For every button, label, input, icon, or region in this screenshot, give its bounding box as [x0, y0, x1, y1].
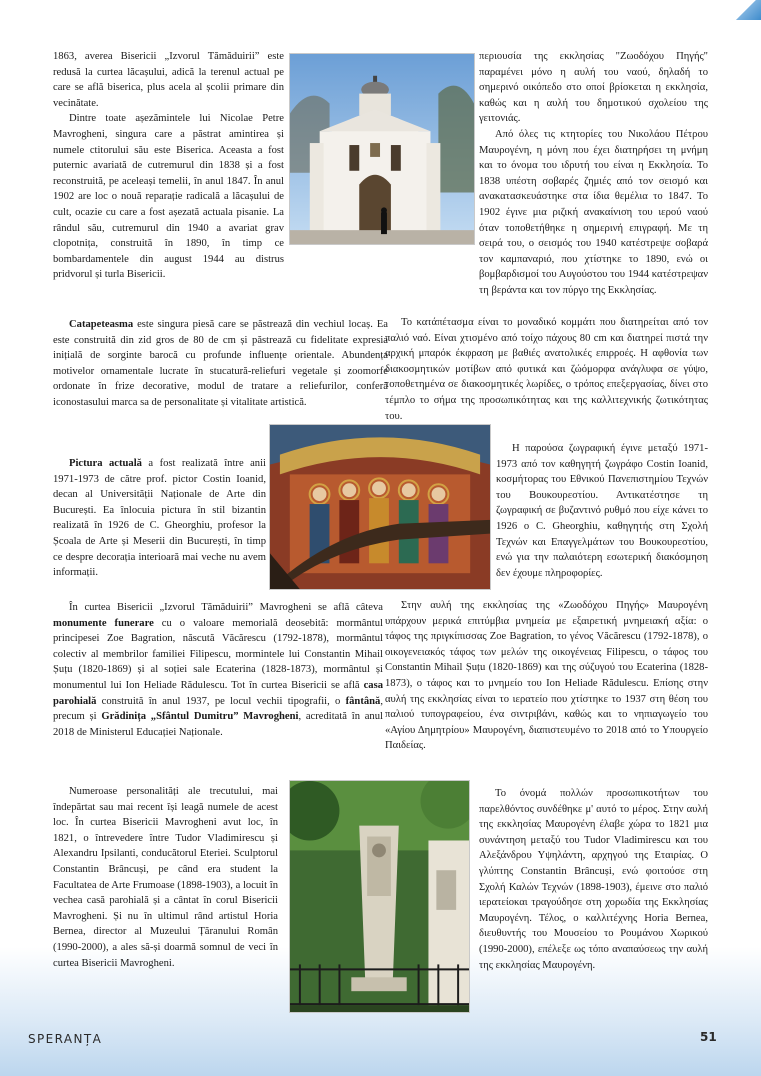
church-exterior-photo: [289, 53, 475, 245]
fresco-painting-photo: [269, 424, 491, 590]
left-paragraph-6: [53, 784, 278, 971]
gradinita-bold: Grădinița „Sfântul Dumitru” Mavrogheni: [101, 711, 299, 723]
right-paragraph-3: [385, 315, 708, 424]
right-paragraph-4: [496, 441, 708, 581]
left-paragraph-5-a: În curtea Bisericii „Izvorul Tămăduirii” Mavrogheni se află câteva: [69, 602, 383, 613]
right-paragraph-6-text: Το όνομά πολλών προσωπικοτήτων του παρελθόντος συνδέθηκε μ' αυτό το μέρος. Στην αυλή της εκκλησίας Μαυρογένη έλαβε χώρα το 1821 μια συνάντηση μεταξύ του Tudor Vladimirescu και του Αλεξάνδρου Υψηλάντη, αρχηγού της Εταιρίας. Ο γλύπτης Constantin Brâncuși, ενώ φοιτούσε στη Σχολή Καλών Τεχνών (1898-1903), έμεινε στο παλιό ιερατείοκαι τραγούδησε στη χορωδία της Εκκλησίας Μαυρογένη. Τέλος, ο καλλιτέχνης Horia Bernea, διευθυντής του Μουσείου το Ρουμάνου Χωρικού (1990-2000), επέλεξε ως τόπο αναπαύσεως την αυλή της εκκλησίας Μαυρογένη.: [479, 788, 708, 971]
page-number: 51: [700, 1030, 717, 1044]
left-paragraph-5-b: cu o valoare memorială deosebită: mormântul principesei Zoe Bagration, născută Văcărescu (1792-1878), mormântul colectiv al membrilor familiei Filipescu, mormintele lui Constantin Mihail Șuțu (1820-1869) și al soției sale Ecaterina (1828-1873), mormântul și monumentul lui Ion Heliade Rădulescu. Tot în curtea Bisericii se află: [53, 617, 383, 691]
left-paragraph-2: Dintre toate așezămintele lui Nicolae Petre Mavrogheni, singura care a păstrat amintirea și numele ctitorului său este Biserica. Aceasta a fost puternic avariată de cutremurul din 1838 și a fost reconstruită, pe aceleași temelii, în anul 1847. În anul 1902 are loc o nouă reparație radicală a lăcașului de cult, ocazie cu care a fost așezată actuala pisanie. La rândul său, cutremurul din 1940 a avariat grav clopotnița, construită în 1890, în timp ce bombardamentele din august 1944 au distrus pridvorul și turla Bisericii.: [53, 113, 284, 281]
casa-parohiala-bold: casa parohială: [53, 679, 383, 707]
left-paragraph-3: [53, 317, 388, 411]
right-paragraph-5-text: Στην αυλή της εκκλησίας της «Ζωοδόχου Πηγής» Μαυρογένη υπάρχουν μερικά επιτύμβια μνημεία με εξαιρετική μνημειακή αξία: ο τάφος της πριγκίπισσας Zoe Bagration, το γένος Văcărescu (1792-1878), ο οικογενειακός τάφος των μελών της οικογένειας Filipescu, ο τάφος του Constantin Mihail Șuțu (1820-1869) και της σύζυγού του Ecaterina (1828-1873), ο τάφος και το μνημείο του Ion Heliade Rădulescu. Επίσης στην αυλή της εκκλησίας είναι το ιερατείο που χτίστηκε το 1937 στη θέση του παλιού τυπογραφείου, ένα σιντριβάνι, καθώς και το νηπιαγωγείο του «Αγίου Δημητρίου» Μαυρογένη, διαπιστευμένο το 2018 από το Υπουργείο Παιδείας.: [385, 600, 708, 752]
catapeteasma-heading: Catapeteasma: [69, 319, 134, 330]
left-paragraph-6-text: Numeroase personalități ale trecutului, mai îndepărtat sau mai recent își leagă numele de acest loc. În curtea Bisericii Mavrogheni avut loc, în 1821, o întrevedere între Tudor Vladimirescu și Alexandru Ipsilanti, conducătorul Eteriei. Sculptorul Constantin Brâncuși, pe când era student la Facultatea de Arte Frumoase (1898-1903), a locuit în vechea casă parohială și a cântat în corul Bisericii Mavrogheni. Și nu în ultimul rând artistul Horia Bernea, director al Muzeului Țăranului Român (1990-2000), a ales să-și doarmă somnul de veci în curtea Bisericii Mavrogheni.: [53, 786, 278, 969]
fantana-bold: fântână: [345, 695, 381, 707]
right-paragraph-2-top: [479, 127, 708, 299]
right-paragraph-2-text: Από όλες τις κτητορίες του Νικολάου Πέτρου Μαυρογένη, η μόνη που έχει διατηρήσει τη μνήμη και το όνομα του ιδρυτή του είναι η Εκκλησία. Το 1838 υπέστη σοβαρές ζημιές από τον σεισμό και ανακατασκευάστηκε στα ίδια θεμέλια το 1847. Το 1902 έγινε μια ριζική ανακαίνιση του ιερού ναού όταν τοποθετήθηκε η σημερινή επιγραφή. Με τη σειρά του, ο σεισμός του 1940 κατέστρεψε σοβαρά τον καμπαναριό, που χτίστηκε το 1890, ενώ οι βομβαρδισμοί του Αυγούστου του 1944 κατέστρεψαν τη βεράντα και τον πύργο της Εκκλησίας.: [479, 129, 708, 296]
left-column-top: [53, 49, 284, 283]
funeral-monument-photo: [289, 780, 470, 1013]
left-paragraph-5-e: , acreditată în anul 2018 de Ministerul Educației Naționale.: [53, 711, 383, 738]
pictura-heading: Pictura actuală: [69, 458, 142, 469]
page-corner-decoration: [735, 0, 761, 20]
right-paragraph-1: [479, 49, 708, 127]
left-paragraph-3-text: este singura piesă care se păstrează din vechiul locaș. Ea este construită din zid gros de 80 de cm și păstrează cu fidelitate expresia inițială de sorginte barocă cu profunde influențe orientale. Abundența motivelor ornamentale lucrate în stucatură-reliefuri vegetale și zoomorfe ordonate în frize decorative, modul de tratare a reliefurilor, conferă iconostasului marca sa de personalitate și vitalitate artistică.: [53, 319, 388, 408]
left-paragraph-5-d: , precum și: [53, 695, 383, 723]
right-paragraph-4-text: Η παρούσα ζωγραφική έγινε μεταξύ 1971-1973 από τον καθηγητή ζωγράφο Costin Ioanid, κοσμήτορας του Εθνικού Πανεπιστημίου Τεχνών του Βουκουρεστίου. Αντικατέστησε τη ζωγραφική σε βυζαντινό ρυθμό που είχε κάνει το 1926 ο C. Gheorghiu, καθηγητής στη Σχολή Τεχνών και Επαγγελμάτων του Βουκουρεστίου, ενώ για την παλαιότερη εσωτερική διακόσμηση δεν έχουμε πληροφορίες.: [496, 443, 708, 579]
right-paragraph-6: [479, 786, 708, 973]
left-paragraph-5-c: construită în anul 1937, pe locul vechii tipografii, o: [96, 695, 346, 707]
right-paragraph-3-text: Το κατάπέτασμα είναι το μοναδικό κομμάτι που διατηρείται από τον παλιό ναό. Είναι χτισμένο από τοίχο πάχους 80 cm και διατηρεί πιστά την αρχική μπαρόκ έκφραση με βαθιές ανατολικές επιρροές. Η αφθονία των διακοσμητικών μοτίβων από φυτικά και ζώόμορφα ανάγλυφα σε γύψο, τοποθετημένα σε διακοσμητικές λωρίδες, ο τρόπος επεξεργασίας, δίνει στο τέμπλο το σήμα της προσωπικότητας και της καλλιτεχνικής ζωτικότητας του.: [385, 317, 708, 422]
right-paragraph-5: [385, 598, 708, 754]
right-paragraph-1-text: περιουσία της εκκλησίας "Ζωοδόχου Πηγής" παραμένει μόνο η αυλή του ναού, δηλαδή το σημερινό οικόπεδο στο οποί βρίσκεται η εκκλησία, καθώς και η αυλή του δημοτικού σχολείου της γειτονιάς.: [479, 51, 708, 125]
left-paragraph-1: 1863, averea Bisericii „Izvorul Tămăduirii” este redusă la curtea lăcașului, adică la terenul actual pe care se află biserica, plus acela al școlii primare din vecinătate.: [53, 51, 284, 109]
magazine-name: SPERANȚA: [28, 1032, 103, 1046]
left-paragraph-4: [53, 456, 266, 581]
left-paragraph-5: [53, 600, 383, 740]
left-paragraph-4-text: a fost realizată între anii 1971-1973 de către prof. pictor Costin Ioanid, decan al Universității Naționale de Arte din București. Ea înlocuia pictura în stil bizantin realizată în 1926 de C. Gheorghiu, profesor la Școala de Arte și Meserii din București, în timp ce despre decorația interioară mai veche nu avem informații.: [53, 458, 266, 579]
monumente-funerare-bold: monumente funerare: [53, 617, 154, 629]
